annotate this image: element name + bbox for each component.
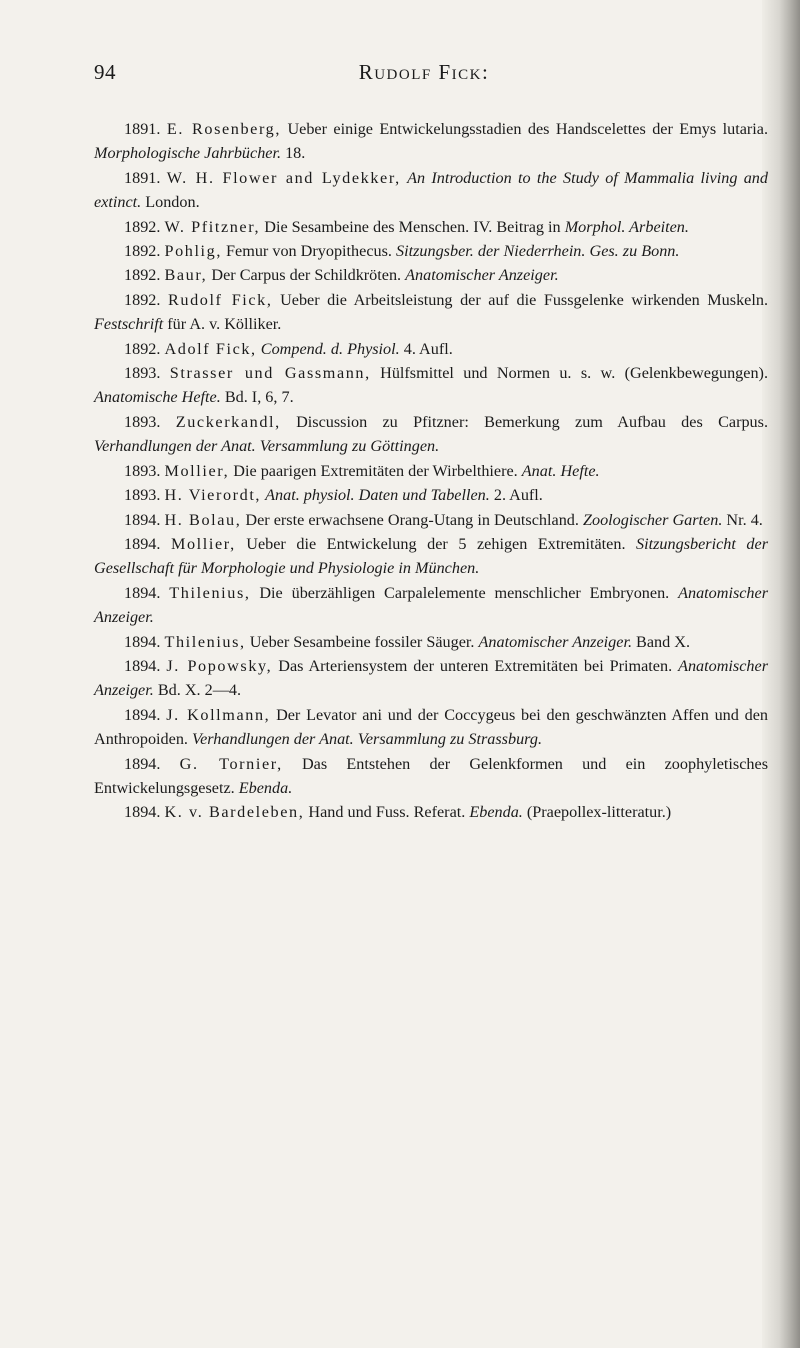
reference-author: E. Rosenberg,	[166, 120, 282, 138]
reference-year: 1891.	[124, 168, 161, 187]
reference-year: 1892.	[124, 242, 161, 261]
reference-entry	[94, 532, 768, 581]
reference-text: Discussion zu Pfitzner: Bemerkung zum Aufbau des Carpus.	[280, 412, 768, 431]
reference-tail: Nr. 4.	[722, 510, 763, 529]
reference-entry	[94, 483, 768, 507]
reference-author: Mollier,	[164, 461, 230, 480]
reference-author: Strasser und Gassmann,	[169, 364, 371, 383]
reference-tail: 4. Aufl.	[399, 339, 453, 358]
reference-year: 1894.	[124, 632, 161, 651]
reference-entry	[94, 654, 768, 703]
reference-year: 1894.	[124, 656, 161, 675]
reference-author: Zuckerkandl,	[175, 412, 281, 431]
reference-entry	[94, 581, 768, 630]
reference-journal: Anatomischer Anzeiger.	[94, 656, 768, 700]
reference-tail: 2. Aufl.	[489, 486, 543, 505]
reference-text: Der Levator ani und der Coccygeus bei den geschwänzten Affen und den Anthropoiden.	[94, 705, 768, 749]
reference-author: Adolf Fick,	[164, 339, 257, 358]
reference-entry	[94, 800, 768, 824]
reference-entry	[94, 239, 768, 263]
reference-author: Mollier,	[170, 534, 236, 553]
reference-text: Ueber die Entwickelung der 5 zehigen Extremitäten.	[235, 534, 637, 553]
reference-journal: Sitzungsbericht der Gesellschaft für Morphologie und Physiologie in München.	[94, 534, 768, 578]
reference-tail: 18.	[281, 144, 306, 163]
reference-author: W. H. Flower and Lydekker,	[166, 168, 401, 187]
reference-entry	[94, 703, 768, 752]
reference-text: Die Sesambeine des Menschen. IV. Beitrag in	[260, 217, 565, 236]
reference-year: 1894.	[124, 754, 161, 773]
bibliography-list	[94, 117, 768, 825]
reference-author: Thilenius,	[169, 583, 251, 602]
reference-entry	[94, 459, 768, 483]
reference-text: Das Entstehen der Gelenkformen und ein zoophyletisches Entwickelungsgesetz.	[94, 754, 768, 797]
reference-journal: Zoologischer Garten.	[582, 510, 723, 529]
reference-text: Die paarigen Extremitäten der Wirbelthiere.	[229, 461, 522, 480]
reference-entry	[94, 361, 768, 410]
reference-year: 1893.	[124, 364, 161, 383]
reference-tail: Bd. X. 2—4.	[153, 681, 242, 700]
reference-journal: Anat. physiol. Daten und Tabellen.	[265, 486, 490, 505]
reference-text: Der Carpus der Schildkröten.	[207, 266, 406, 285]
reference-year: 1894.	[124, 705, 161, 724]
reference-journal: Festschrift	[94, 315, 164, 334]
reference-entry	[94, 337, 768, 361]
reference-tail: für A. v. Kölliker.	[163, 315, 282, 334]
reference-journal: Anatomischer Anzeiger.	[405, 266, 559, 285]
reference-year: 1892.	[124, 217, 161, 236]
reference-author: Pohlig,	[164, 242, 222, 261]
reference-journal: Anatomischer Anzeiger.	[94, 583, 769, 627]
reference-journal: Anatomische Hefte.	[94, 388, 221, 407]
reference-year: 1893.	[124, 412, 161, 431]
reference-year: 1894.	[124, 510, 161, 529]
reference-tail: Bd. I, 6, 7.	[220, 388, 294, 407]
reference-author: Thilenius,	[164, 632, 246, 651]
reference-journal: Morphol. Arbeiten.	[564, 217, 689, 236]
reference-journal: Verhandlungen der Anat. Versammlung zu Göttingen.	[94, 437, 440, 456]
reference-text: Die überzähligen Carpalelemente menschlicher Embryonen.	[250, 583, 679, 602]
reference-year: 1893.	[124, 461, 161, 480]
reference-entry	[94, 215, 768, 239]
reference-author: H. Bolau,	[164, 510, 242, 529]
reference-journal: Ebenda.	[238, 778, 293, 797]
reference-text: Ueber die Arbeitsleistung der auf die Fussgelenke wirkenden Muskeln.	[272, 290, 768, 309]
reference-entry	[94, 117, 768, 166]
reference-entry	[94, 263, 768, 287]
reference-text: Hülfsmittel und Normen u. s. w. (Gelenkbewegungen).	[370, 364, 768, 383]
reference-entry	[94, 630, 768, 654]
running-head: Rudolf Fick:	[358, 60, 490, 84]
reference-author: H. Vierordt,	[164, 486, 262, 505]
reference-year: 1893.	[124, 486, 161, 505]
reference-entry	[94, 288, 768, 337]
reference-author: J. Kollmann,	[166, 705, 271, 724]
reference-year: 1894.	[124, 583, 161, 602]
reference-journal: An Introduction to the Study of Mammalia living and extinct.	[94, 168, 768, 212]
reference-text: Der erste erwachsene Orang-Utang in Deutschland.	[241, 510, 583, 529]
reference-text: Ueber Sesambeine fossiler Säuger.	[245, 632, 479, 651]
reference-year: 1892.	[124, 266, 161, 285]
reference-tail: (Praepollex-litteratur.)	[522, 803, 672, 822]
reference-text: Ueber einige Entwickelungsstadien des Handscelettes der Emys lutaria.	[281, 120, 769, 138]
reference-text: Das Arteriensystem der unteren Extremitäten bei Primaten.	[272, 656, 679, 675]
reference-tail: London.	[141, 193, 200, 212]
reference-entry	[94, 410, 768, 459]
reference-tail: Band X.	[632, 632, 690, 651]
reference-entry	[94, 508, 768, 532]
reference-author: K. v. Bardeleben,	[164, 803, 305, 822]
page-number: 94	[94, 60, 116, 84]
reference-journal: Ebenda.	[469, 803, 523, 822]
reference-author: W. Pfitzner,	[164, 217, 261, 236]
reference-year: 1894.	[124, 534, 161, 553]
reference-journal: Sitzungsber. der Niederrhein. Ges. zu Bonn.	[396, 242, 680, 261]
reference-year: 1892.	[124, 290, 161, 309]
reference-text: Hand und Fuss. Referat.	[304, 803, 470, 822]
reference-year: 1891.	[124, 120, 161, 138]
reference-journal: Morphologische Jahrbücher.	[94, 144, 282, 163]
reference-journal: Anatomischer Anzeiger.	[478, 632, 632, 651]
reference-author: G. Tornier,	[179, 754, 283, 773]
reference-journal: Anat. Hefte.	[521, 461, 600, 480]
reference-author: Baur,	[164, 266, 208, 285]
reference-author: Rudolf Fick,	[167, 290, 273, 309]
reference-journal: Compend. d. Physiol.	[260, 339, 400, 358]
reference-year: 1892.	[124, 339, 161, 358]
reference-text: Femur von Dryopithecus.	[222, 242, 396, 261]
reference-entry	[94, 166, 768, 215]
reference-year: 1894.	[124, 803, 161, 822]
reference-entry	[94, 752, 768, 801]
reference-journal: Verhandlungen der Anat. Versammlung zu Strassburg.	[192, 730, 543, 749]
page-header	[94, 60, 754, 90]
reference-author: J. Popowsky,	[166, 656, 273, 675]
